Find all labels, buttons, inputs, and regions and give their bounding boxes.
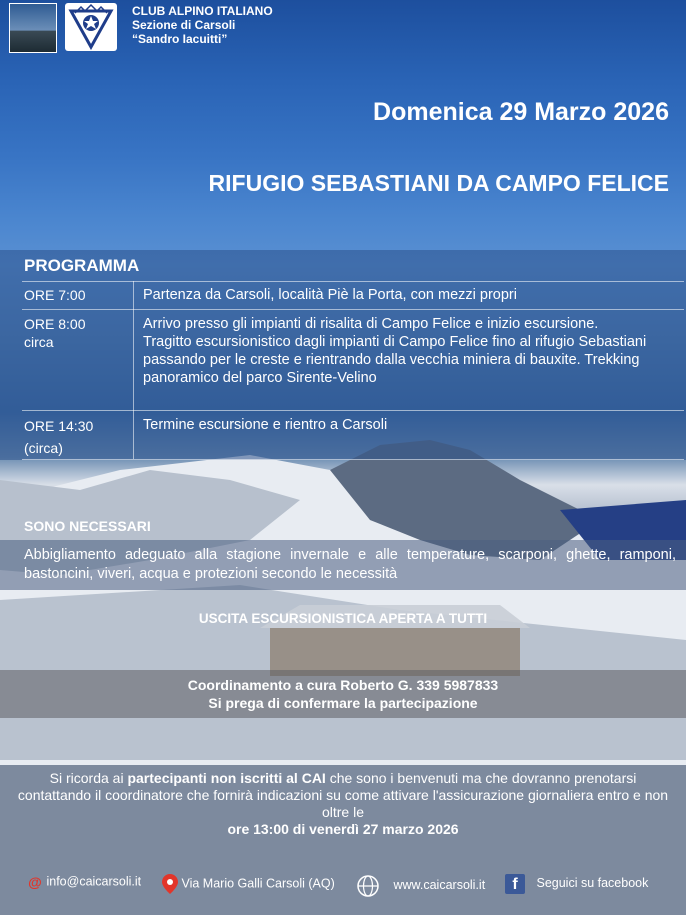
footer-email[interactable]: [27, 874, 141, 890]
time-note: (circa): [24, 440, 63, 456]
table-row-time: [24, 415, 93, 459]
reminder-deadline: ore 13:00 di venerdì 27 marzo 2026: [227, 821, 459, 837]
club-line-3: “Sandro Iacuitti”: [132, 32, 228, 46]
coordinator-line: Coordinamento a cura Roberto G. 339 5987833: [187, 677, 499, 693]
coordination-text: [0, 676, 686, 712]
location-pin-icon: [162, 874, 178, 894]
table-row-time: [24, 315, 85, 351]
reminder-text: [14, 770, 672, 838]
event-title: RIFUGIO SEBASTIANI DA CAMPO FELICE: [208, 170, 669, 196]
time-label: ORE 7:00: [24, 287, 86, 303]
member-photo-logo: [9, 3, 57, 53]
table-row-desc: Partenza da Carsoli, località Piè la Porta, con mezzi propri: [143, 287, 517, 303]
table-divider: [22, 459, 684, 460]
email-link[interactable]: info@caicarsoli.it: [46, 874, 142, 889]
time-label: ORE 8:00: [24, 316, 86, 332]
club-line-1: CLUB ALPINO ITALIANO: [132, 4, 273, 18]
desc-line: Tragitto escursionistico dagli impianti di Campo Felice fino al rifugio Sebastiani passando per le creste e rientrando dalla vecchia miniera di bauxite. Trekking panoramico del parco Sirente-Velino: [143, 334, 647, 386]
table-row-desc: [143, 315, 678, 387]
programma-heading: PROGRAMMA: [24, 256, 140, 275]
email-icon: @: [28, 874, 42, 890]
footer-website[interactable]: [356, 874, 485, 898]
reminder-bold: partecipanti non iscritti al CAI: [127, 770, 326, 786]
footer-facebook[interactable]: [505, 874, 648, 894]
globe-icon: [356, 874, 380, 898]
facebook-link[interactable]: Seguici su facebook: [536, 876, 649, 891]
address-text: Via Mario Galli Carsoli (AQ): [181, 876, 335, 891]
club-line-2: Sezione di Carsoli: [132, 18, 236, 32]
facebook-icon: f: [505, 874, 525, 894]
reminder-part: Si ricorda ai: [49, 770, 128, 786]
table-column-divider: [133, 281, 134, 459]
desc-line: Arrivo presso gli impianti di risalita di Campo Felice e inizio escursione.: [143, 316, 599, 332]
cai-logo: [65, 3, 117, 51]
footer-address: [162, 874, 335, 894]
website-link[interactable]: www.caicarsoli.it: [393, 878, 486, 893]
table-divider: [22, 281, 684, 282]
open-to-all-notice: USCITA ESCURSIONISTICA APERTA A TUTTI: [198, 611, 488, 626]
time-note: circa: [24, 334, 54, 350]
necessari-heading: SONO NECESSARI: [24, 518, 151, 534]
club-name: [132, 4, 273, 46]
necessari-text: Abbigliamento adeguato alla stagione invernale e alle temperature, scarponi, ghette, ramponi, bastoncini, viveri, acqua e protezioni secondo le necessità: [24, 547, 676, 582]
event-date: Domenica 29 Marzo 2026: [373, 98, 669, 126]
table-divider: [22, 309, 684, 310]
table-row-desc: Termine escursione e rientro a Carsoli: [143, 417, 388, 433]
confirm-line: Si prega di confermare la partecipazione: [208, 695, 478, 711]
reminder-part: che sono i benvenuti ma che dovranno prenotarsi contattando il coordinatore che fornirà indicazioni su come attivare l'assicurazione giornaliera entro e non oltre le: [17, 770, 669, 820]
table-divider: [22, 410, 684, 411]
time-label: ORE 14:30: [24, 418, 94, 434]
table-row-time: [24, 286, 85, 304]
